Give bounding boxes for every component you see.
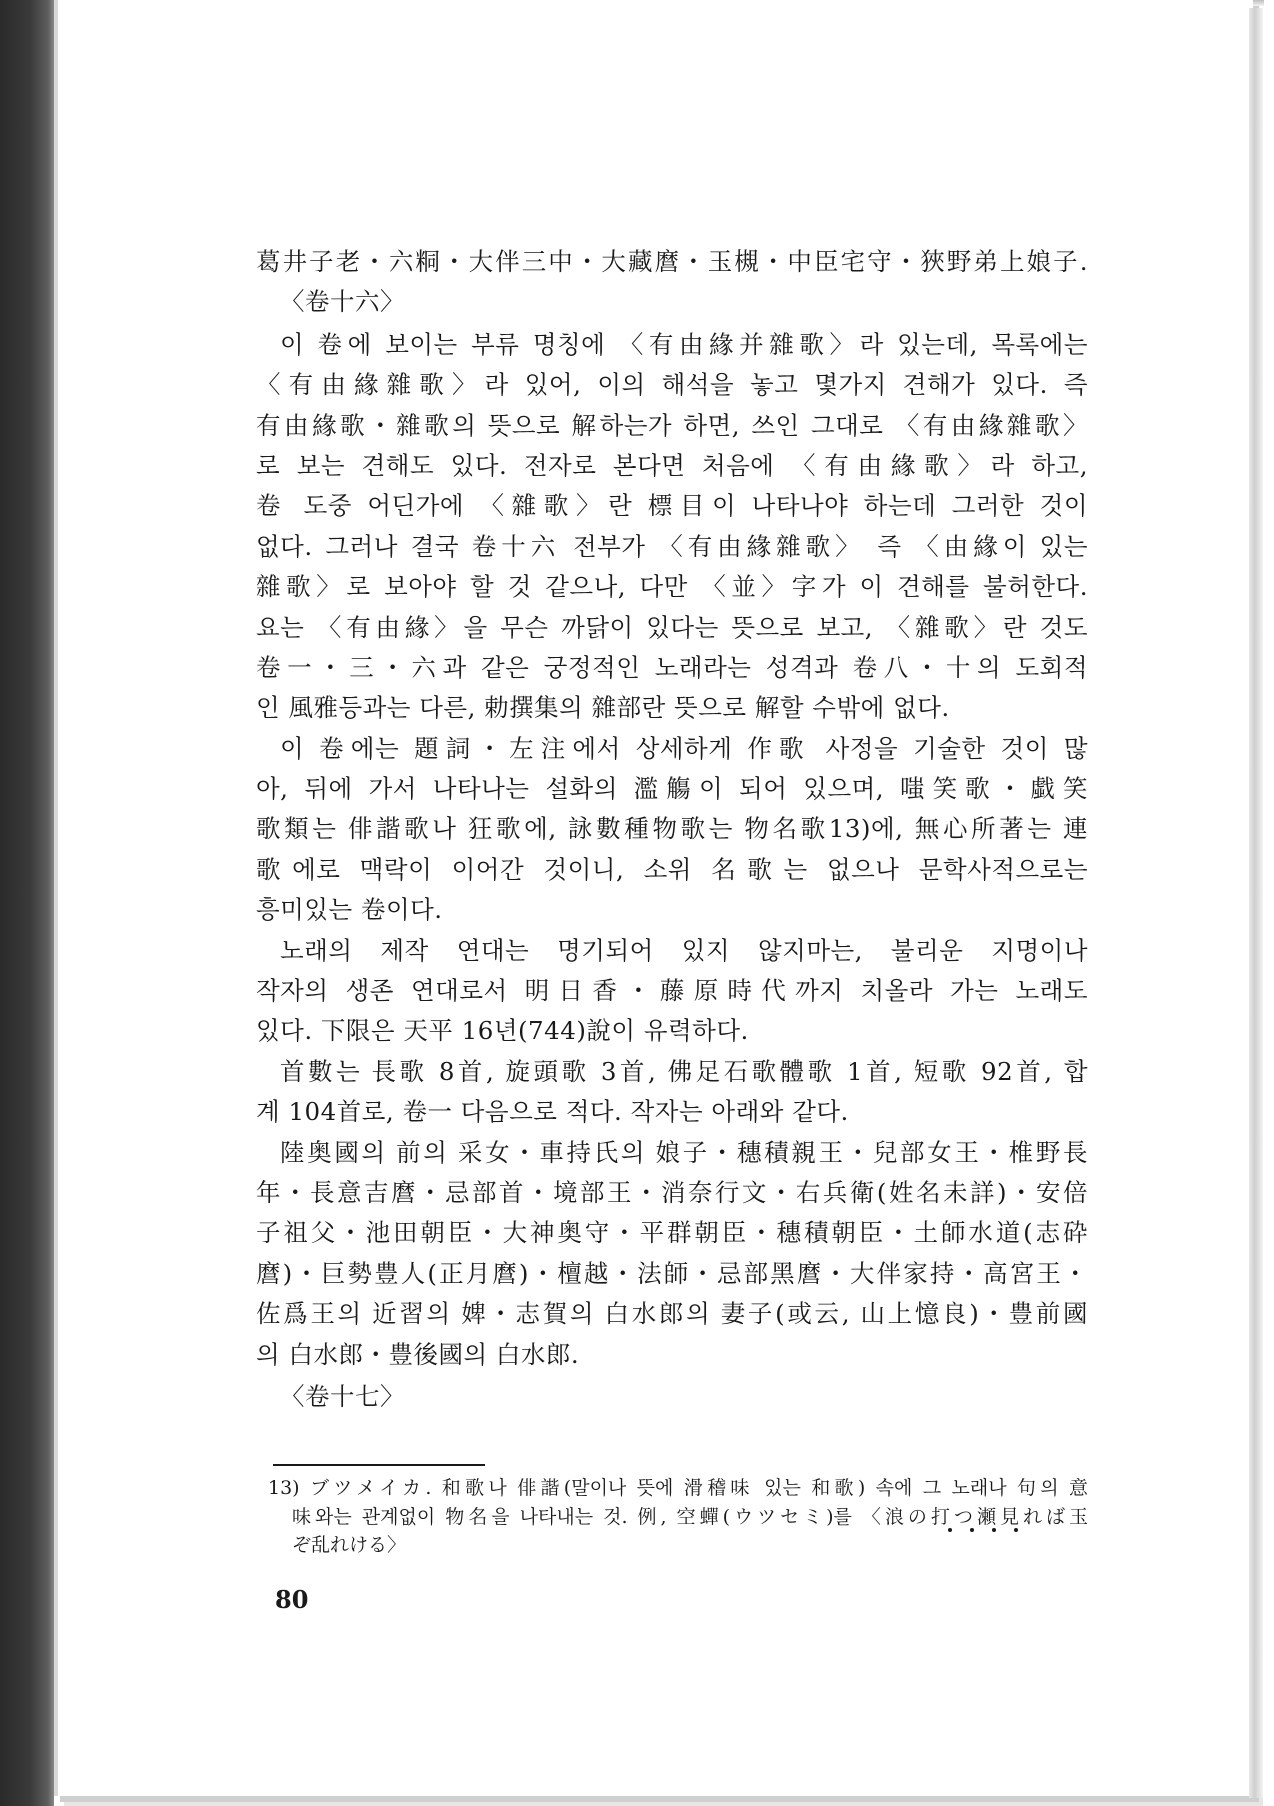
text-line: 아, 뒤에 가서 나타나는 설화의 濫觴이 되어 있으며, 嗤笑歌・戱笑	[256, 774, 1088, 804]
body-text	[256, 242, 1088, 1417]
text-line: 이 卷에는 題詞・左注에서 상세하게 作歌 사정을 기술한 것이 많	[280, 733, 1088, 763]
footnote-line: ぞ乱れける〉	[292, 1534, 407, 1556]
text-line: 子祖父・池田朝臣・大神奥守・平群朝臣・穗積朝臣・土師水道(志砕	[256, 1218, 1088, 1248]
footnote-line: 13) ブツメイカ. 和歌나 俳諧(말이나 뜻에 滑稽味 있는 和歌) 속에 그 노래나 句의 意	[268, 1477, 1088, 1499]
book-spine-shadow	[0, 0, 54, 1806]
emphasis-dot	[992, 1528, 996, 1532]
footnote-separator	[273, 1464, 485, 1466]
text-line: 없다. 그러나 결국 卷十六 전부가 〈有由緣雜歌〉 즉 〈由緣이 있는	[256, 531, 1088, 561]
footnote-line: 味와는 관계없이 物名을 나타내는 것. 例, 空蟬(ウツセミ)를 〈浪の打つ瀬見れば玉	[292, 1505, 1088, 1528]
emphasis-dot	[970, 1528, 974, 1532]
text-line: 卷一・三・六과 같은 궁정적인 노래라는 성격과 卷八・十의 도회적	[256, 652, 1088, 682]
text-line: 首數는 長歌 8首, 旋頭歌 3首, 佛足石歌體歌 1首, 短歌 92首, 합	[280, 1056, 1088, 1086]
text-line: 雜歌〉로 보아야 할 것 같으나, 다만 〈並〉字가 이 견해를 불허한다.	[256, 572, 1088, 602]
page-number: 80	[275, 1585, 309, 1614]
text-line: 이 卷에 보이는 부류 명칭에 〈有由緣并雜歌〉라 있는데, 목록에는	[280, 329, 1088, 359]
text-line: 麿)・巨勢豊人(正月麿)・檀越・法師・忌部黑麿・大伴家持・高宮王・	[256, 1258, 1088, 1288]
text-line: 있다. 下限은 天平 16년(744)說이 유력하다.	[256, 1016, 749, 1046]
section-heading-vol17: 〈卷十七〉	[280, 1381, 405, 1411]
text-line: 葛井子老・六粡・大伴三中・大藏麿・玉槻・中臣宅守・狹野弟上娘子.	[256, 247, 1088, 276]
text-line: 요는 〈有由緣〉을 무슨 까닭이 있다는 뜻으로 보고, 〈雜歌〉란 것도	[256, 612, 1088, 642]
text-line: 年・長意吉麿・忌部首・境部王・消奈行文・右兵衛(姓名未詳)・安倍	[256, 1177, 1088, 1207]
emphasis-dot	[1014, 1528, 1018, 1532]
text-line: 작자의 생존 연대로서 明日香・藤原時代까지 치올라 가는 노래도	[256, 976, 1088, 1006]
text-line: 계 104首로, 卷一 다음으로 적다. 작자는 아래와 같다.	[256, 1097, 849, 1127]
text-line: 인 風雅등과는 다른, 勅撰集의 雜部란 뜻으로 解할 수밖에 없다.	[256, 693, 950, 723]
emphasis-dot	[948, 1528, 952, 1532]
section-heading-vol16: 〈卷十六〉	[280, 287, 405, 317]
text-line: 陸奥國의 前의 采女・車持氏의 娘子・穗積親王・兒部女王・椎野長	[280, 1137, 1088, 1167]
emphasis-dots	[948, 1528, 1018, 1536]
text-line: 卷 도중 어딘가에 〈雜歌〉란 標目이 나타나야 하는데 그러한 것이	[256, 491, 1088, 521]
text-line: 흥미있는 卷이다.	[256, 895, 443, 925]
text-line: 有由緣歌・雜歌의 뜻으로 解하는가 하면, 쓰인 그대로 〈有由緣雜歌〉	[256, 410, 1088, 440]
text-line: 〈有由緣雜歌〉라 있어, 이의 해석을 놓고 몇가지 견해가 있다. 즉	[256, 370, 1088, 400]
page-right-edge	[1249, 8, 1263, 1798]
text-line: 의 白水郎・豊後國의 白水郎.	[256, 1339, 580, 1369]
text-line: 佐爲王의 近習의 婢・志賀의 白水郎의 妻子(或云, 山上憶良)・豊前國	[256, 1299, 1088, 1329]
text-line: 歌에로 맥락이 이어간 것이니, 소위 名歌는 없으나 문학사적으로는	[256, 854, 1088, 884]
text-line: 歌類는 俳諧歌나 狂歌에, 詠數種物歌는 物名歌13)에, 無心所著는 連	[256, 814, 1088, 844]
text-line: 로 보는 견해도 있다. 전자로 본다면 처음에 〈有由緣歌〉라 하고,	[256, 450, 1088, 480]
footnotes	[268, 1474, 1088, 1560]
text-line: 노래의 제작 연대는 명기되어 있지 않지마는, 불리운 지명이나	[280, 935, 1088, 965]
